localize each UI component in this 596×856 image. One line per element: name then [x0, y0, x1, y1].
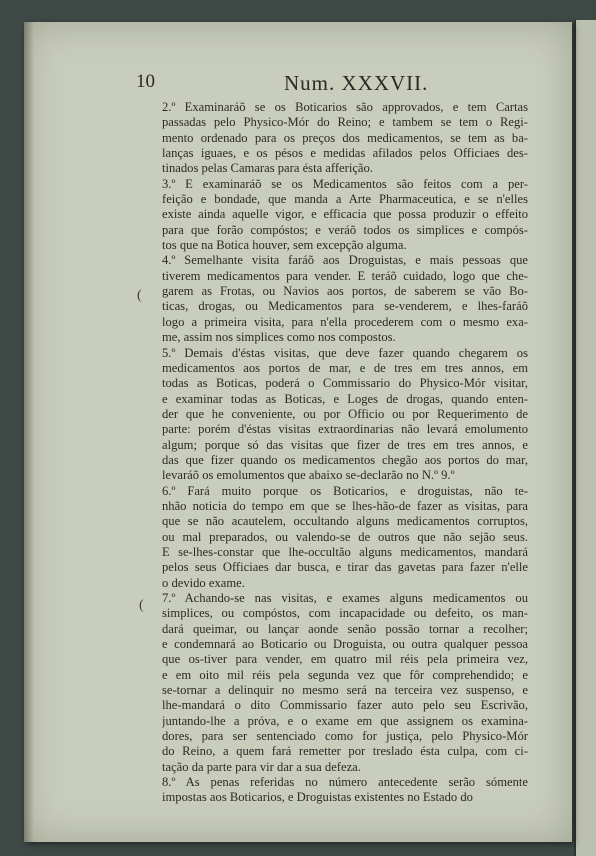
adjacent-page-edge [574, 20, 596, 856]
paragraph [162, 100, 528, 177]
text-line: das que fizer quando os medicamentos chegão aos portos do mar, [162, 452, 528, 467]
paragraph [162, 346, 528, 484]
text-line: se-tornar a delinquir no mesmo será na terceira vez suspenso, e [162, 683, 528, 698]
text-line: der que he conveniente, ou por Officio ou por Requerimento de [162, 406, 528, 421]
text-line: nhão noticia do tempo em que se lhes-hão-de fazer as visitas, para [162, 498, 528, 513]
text-line: juntando-lhe a próva, e o exame em que assignem os examina- [162, 713, 528, 728]
text-line: todas as Boticas, poderá o Commissario do Physico-Mór visitar, [162, 376, 528, 391]
page-header [136, 71, 536, 101]
text-line: simplices, ou compóstos, com incapacidade ou defeito, os man- [162, 606, 528, 621]
text-line: 6.º Fará muito porque os Boticarios, e droguistas, não te- [162, 483, 528, 498]
text-line: e em oito mil réis pela segunda vez que fôr comprehendido; e [162, 667, 528, 682]
issue-title: Num. XXXVII. [284, 71, 429, 95]
text-line: tiverem medicamentos para vender. E teráõ cuidado, logo que che- [162, 268, 528, 283]
text-line: do Reino, a quem fará remetter por treslado ésta culpa, com ci- [162, 744, 528, 759]
paragraph [162, 484, 528, 591]
text-line: 3.º E examinaráõ se os Medicamentos são feitos com a per- [162, 176, 528, 191]
text-line: ou mal preparados, ou valendo-se de outros que não sejão seus. [162, 529, 528, 544]
text-line: dará queimar, ou lançar aonde senão possão tornar a recolher; [162, 621, 528, 636]
text-line: que se não acautelem, occultando alguns medicamentos corruptos, [162, 514, 528, 529]
text-line: logo a primeira visita, para n'ella procederem com o mesmo exa- [162, 314, 528, 329]
text-line: e examinar todas as Boticas, e Loges de drogas, quando enten- [162, 391, 528, 406]
text-line: lanças iguaes, e os pésos e medidas afilados pelos Officiaes des- [162, 146, 528, 161]
text-line: medicamentos aos portos de mar, e de tres em tres annos, em [162, 360, 528, 375]
text-line: tação da parte para vir dar a sua defeza. [162, 759, 361, 774]
text-line: o devido exame. [162, 575, 245, 590]
text-line: lhe-mandará o dito Commissario fazer auto pelo seu Escrivão, [162, 698, 528, 713]
text-line: feição e bondade, que manda a Arte Pharmaceutica, e se n'elles [162, 192, 528, 207]
text-line: mento ordenado para os preços dos medicamentos, se tem as ba- [162, 130, 528, 145]
text-line: E se-lhes-constar que lhe-occultão alguns medicamentos, mandará [162, 544, 528, 559]
text-line: 5.º Demais d'éstas visitas, que deve fazer quando chegarem os [162, 345, 528, 360]
text-line: dores, para ser sentenciado como for justiça, pelo Physico-Mór [162, 729, 528, 744]
text-line: para que forão compóstos; e veráõ todos os simplices e compós- [162, 222, 528, 237]
text-line: passadas pelo Physico-Mór do Reino; e tambem se tem o Regi- [162, 115, 528, 130]
paragraph [162, 591, 528, 775]
text-line: 4.º Semelhante visita faráõ aos Droguistas, e mais pessoas que [162, 253, 528, 268]
margin-bracket-mark: ( [137, 288, 142, 303]
text-line: me, assim nos simplices como nos compostos. [162, 330, 396, 345]
text-line: que os-tiver para vender, em quatro mil réis pela primeira vez, [162, 652, 528, 667]
paragraph [162, 177, 528, 254]
text-line: garem as Frotas, ou Navios aos portos, de saberem se vão Bo- [162, 284, 528, 299]
text-line: existe ainda aquelle vigor, e efficacia que possa produzir o effeito [162, 207, 528, 222]
text-line: parte: porém d'éstas visitas extraordinarias não levará emolumento [162, 422, 528, 437]
text-line: levaráõ os emolumentos que abaixo se-declarão no N.º 9.º [162, 468, 455, 483]
text-line: tinados pelas Camaras para ésta afferição. [162, 161, 373, 176]
body-text [162, 100, 528, 806]
text-line: e condemnará ao Boticario ou Droguista, ou outra qualquer pessoa [162, 637, 528, 652]
text-line: tos que na Botica houver, sem excepção alguma. [162, 238, 407, 253]
text-line: 8.º As penas referidas no número antecedente serão sómente [162, 775, 528, 790]
text-line: impostas aos Boticarios, e Droguistas existentes no Estado do [162, 790, 473, 805]
text-line: ticas, drogas, ou Medicamentos para se-venderem, e lhes-faráõ [162, 299, 528, 314]
page-spine-shadow [24, 22, 34, 842]
margin-bracket-mark: ( [139, 598, 144, 613]
page-number: 10 [136, 71, 155, 92]
text-line: 2.º Examinaráõ se os Boticarios são approvados, e tem Cartas [162, 100, 528, 114]
paragraph [162, 253, 528, 345]
text-line: 7.º Achando-se nas visitas, e exames alguns medicamentos ou [162, 591, 528, 605]
text-line: algum; porque só das visitas que fizer de tres em tres annos, e [162, 437, 528, 452]
text-line: pelos seus Officiaes dar busca, e tirar das gavetas para fazer n'elle [162, 560, 528, 575]
paragraph [162, 775, 528, 806]
